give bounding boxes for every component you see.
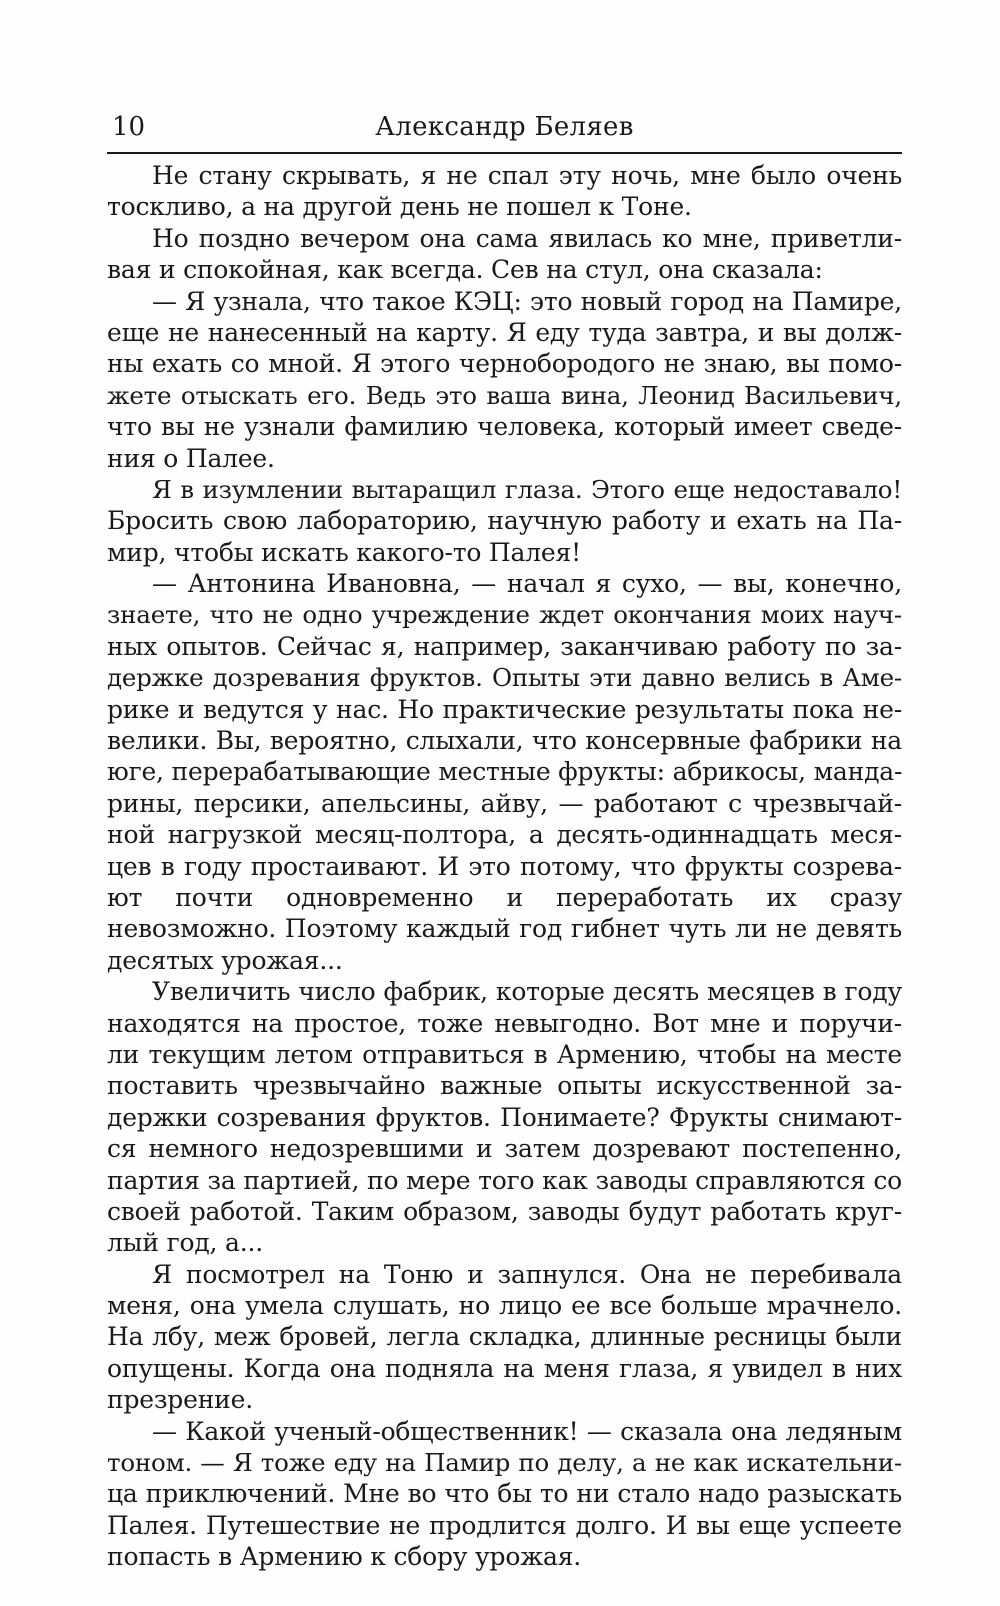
- text-line: партия за партией, по мере того как заводы справляются со: [107, 1165, 902, 1195]
- text-line: ной нагрузкой месяц-полтора, а десять-одиннадцать меся-: [107, 820, 902, 850]
- text-line: поставить чрезвычайно важные опыты искусственной за-: [107, 1071, 902, 1101]
- text-line: На лбу, меж бровей, легла складка, длинные ресницы были: [107, 1322, 902, 1352]
- text-line: опущены. Когда она подняла на меня глаза, я увидел в них: [107, 1353, 902, 1383]
- text-line: вая и спокойная, как всегда. Сев на стул, она сказала:: [107, 255, 823, 285]
- text-line: мир, чтобы искать какого-то Палея!: [107, 537, 581, 567]
- text-line: рике и ведутся у нас. Но практические результаты пока не-: [107, 694, 902, 724]
- text-line: Но поздно вечером она сама явилась ко мне, приветли-: [152, 223, 902, 253]
- text-line: ся немного недозревшими и затем дозревают постепенно,: [107, 1134, 902, 1164]
- text-line: Бросить свою лабораторию, научную работу и ехать на Па-: [107, 506, 902, 536]
- text-line: своей работой. Таким образом, заводы будут работать круг-: [107, 1196, 902, 1226]
- text-line: еще не нанесенный на карту. Я еду туда завтра, и вы долж-: [107, 317, 902, 347]
- text-line: тоскливо, а на другой день не пошел к Тоне.: [107, 192, 692, 222]
- body-text: [107, 160, 902, 1573]
- text-line: — Я узнала, что такое КЭЦ: это новый город на Памире,: [152, 286, 902, 316]
- text-line: велики. Вы, вероятно, слыхали, что консервные фабрики на: [107, 726, 902, 756]
- text-line: Палея. Путешествие не продлится долго. И вы еще успеете: [107, 1510, 902, 1540]
- text-line: ния о Палее.: [107, 443, 275, 473]
- text-line: ли текущим летом отправиться в Армению, чтобы на месте: [107, 1039, 902, 1069]
- text-line: меня, она умела слушать, но лицо ее все больше мрачнело.: [107, 1291, 902, 1321]
- text-line: невозможно. Поэтому каждый год гибнет чуть ли не девять: [107, 914, 902, 944]
- text-line: находятся на простое, тоже невыгодно. Вот мне и поручи-: [107, 1008, 902, 1038]
- text-line: Я в изумлении вытаращил глаза. Этого еще недоставало!: [152, 474, 902, 504]
- text-line: юге, перерабатывающие местные фрукты: абрикосы, манда-: [107, 757, 903, 787]
- text-line: Я посмотрел на Тоню и запнулся. Она не перебивала: [152, 1259, 902, 1289]
- text-line: тоном. — Я тоже еду на Памир по делу, а не как искательни-: [107, 1448, 902, 1478]
- page-header: [107, 112, 902, 154]
- text-line: — Какой ученый-общественник! — сказала она ледяным: [152, 1416, 902, 1446]
- text-line: Не стану скрывать, я не спал эту ночь, мне было очень: [152, 161, 902, 190]
- text-line: цев в году простаивают. И это потому, что фрукты созрева-: [107, 851, 902, 881]
- text-line: что вы не узнали фамилию человека, который имеет сведе-: [107, 412, 902, 442]
- text-line: знаете, что не одно учреждение ждет окончания моих науч-: [107, 600, 902, 630]
- text-line: ных опытов. Сейчас я, например, заканчиваю работу по за-: [107, 631, 902, 661]
- text-line: ны ехать со мной. Я этого чернобородого не знаю, вы помо-: [107, 349, 902, 379]
- text-line: держки созревания фруктов. Понимаете? Фрукты снимают-: [107, 1102, 902, 1132]
- text-line: лый год, а...: [107, 1228, 263, 1258]
- text-line: — Антонина Ивановна, — начал я сухо, — вы, конечно,: [152, 569, 902, 599]
- text-line: попасть в Армению к сбору урожая.: [107, 1542, 582, 1572]
- text-line: презрение.: [107, 1385, 253, 1415]
- text-line: ца приключений. Мне во что бы то ни стало надо разыскать: [107, 1479, 902, 1509]
- text-line: рины, персики, апельсины, айву, — работают с чрезвычай-: [107, 788, 902, 818]
- text-line: Увеличить число фабрик, которые десять месяцев в году: [152, 977, 902, 1007]
- text-line: держке дозревания фруктов. Опыты эти давно велись в Аме-: [107, 663, 902, 693]
- running-title: Александр Беляев: [375, 112, 634, 142]
- text-line: десятых урожая...: [107, 945, 343, 975]
- page-number: 10: [112, 112, 146, 142]
- text-line: жете отыскать его. Ведь это ваша вина, Леонид Васильевич,: [107, 380, 902, 410]
- text-line: ют почти одновременно и переработать их сразу: [107, 882, 902, 912]
